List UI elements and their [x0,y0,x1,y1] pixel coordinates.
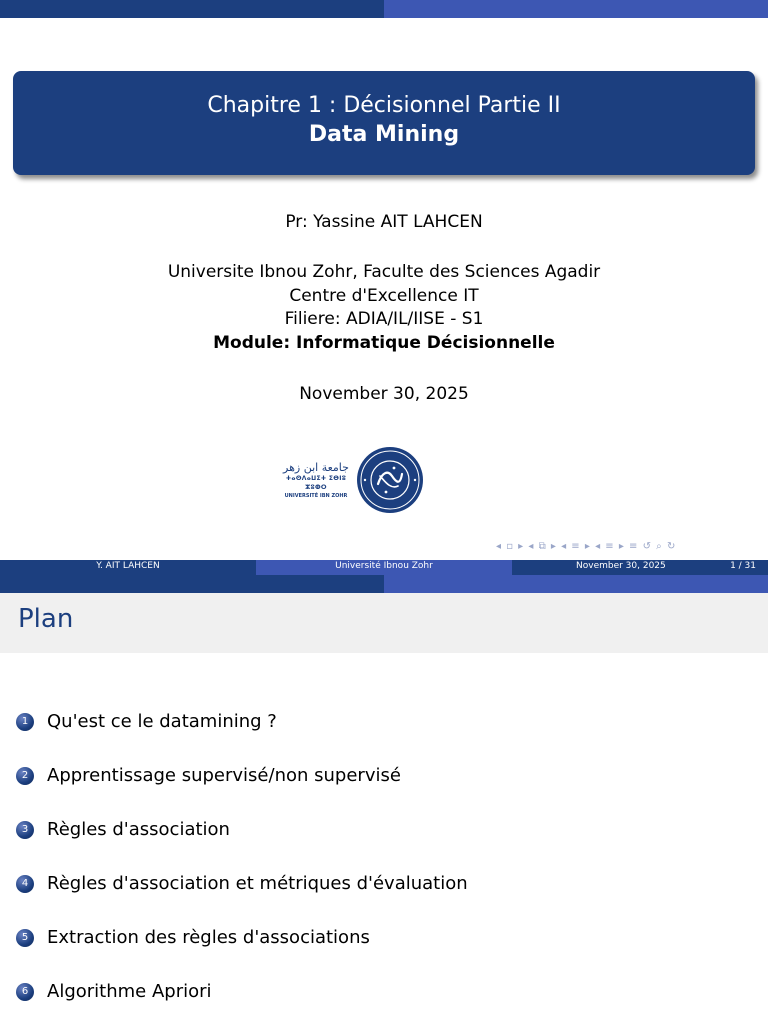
beamer-navigation-bar[interactable] [496,541,764,555]
slide2-header-bar-left [0,575,384,593]
toc-number-badge: 6 [16,983,34,1001]
university-logo [280,444,426,516]
toc-item-label[interactable]: Algorithme Apriori [47,981,212,1002]
plan-frame-title-bar [0,593,768,653]
nav-search-icon[interactable]: ↺ ⌕ ↻ [642,541,677,552]
affiliation-block [0,261,768,355]
presentation-date: November 30, 2025 [299,384,469,404]
plan-title: Plan [18,604,74,634]
nav-subsection-icon[interactable]: ◂ ⧉ ▸ [528,541,557,552]
footer-institution: Université Ibnou Zohr [256,560,512,575]
top-header-bar-left [0,0,384,18]
toc-item-label[interactable]: Extraction des règles d'associations [47,927,370,948]
toc-item-label[interactable]: Règles d'association [47,819,230,840]
toc-item[interactable] [16,870,756,924]
slide2-header-bar-right [384,575,768,593]
toc-number-badge: 2 [16,767,34,785]
toc-item[interactable] [16,762,756,816]
toc-number-badge: 5 [16,929,34,947]
affiliation-center: Centre d'Excellence IT [289,285,479,306]
toc-number-badge: 4 [16,875,34,893]
university-seal-icon [356,446,424,514]
footer-author: Y. AIT LAHCEN [0,560,256,575]
slide2-header-bar [0,575,768,593]
nav-toc-icon[interactable]: ≡ [629,541,639,552]
footer-date-page [512,560,768,575]
nav-section-icon[interactable]: ◂ ≡ ▸ [561,541,591,552]
university-logo-text [280,462,352,500]
toc-item-label[interactable]: Apprentissage supervisé/non supervisé [47,765,401,786]
toc-item-label[interactable]: Qu'est ce le datamining ? [47,711,277,732]
slide-footer [0,560,768,575]
top-header-bar [0,0,768,18]
top-header-bar-right [384,0,768,18]
affiliation-program: Filiere: ADIA/IL/IISE - S1 [284,309,484,329]
logo-french-text: UNIVERSITÉ IBN ZOHR [284,493,348,499]
logo-tifinagh-text: ⵜⴰⵙⴷⴰⵡⵉⵜ ⵉⴱⵏⵓ ⵣⵓⵀⵔ [285,475,347,491]
toc-number-badge: 1 [16,713,34,731]
table-of-contents [16,708,756,1032]
nav-subsection2-icon[interactable]: ◂ ≡ ▸ [595,541,625,552]
toc-item[interactable] [16,816,756,870]
slide-title: Chapitre 1 : Décisionnel Partie II [207,93,561,118]
slide-subtitle: Data Mining [308,122,460,147]
author-name: Pr: Yassine AIT LAHCEN [285,212,483,232]
toc-number-badge: 3 [16,821,34,839]
footer-page-number: 1 / 31 [730,561,756,571]
nav-prev-frame-icon[interactable]: ◂ ▫ ▸ [496,541,525,552]
toc-item[interactable] [16,708,756,762]
toc-item-label[interactable]: Règles d'association et métriques d'évaluation [47,873,468,894]
slide-title-box [13,71,755,175]
toc-item[interactable] [16,924,756,978]
affiliation-university: Universite Ibnou Zohr, Faculte des Sciences Agadir [167,262,601,282]
affiliation-module: Module: Informatique Décisionnelle [213,332,555,353]
logo-arabic-text: جامعة ابن زهر [283,461,349,474]
footer-date: November 30, 2025 [576,561,666,571]
